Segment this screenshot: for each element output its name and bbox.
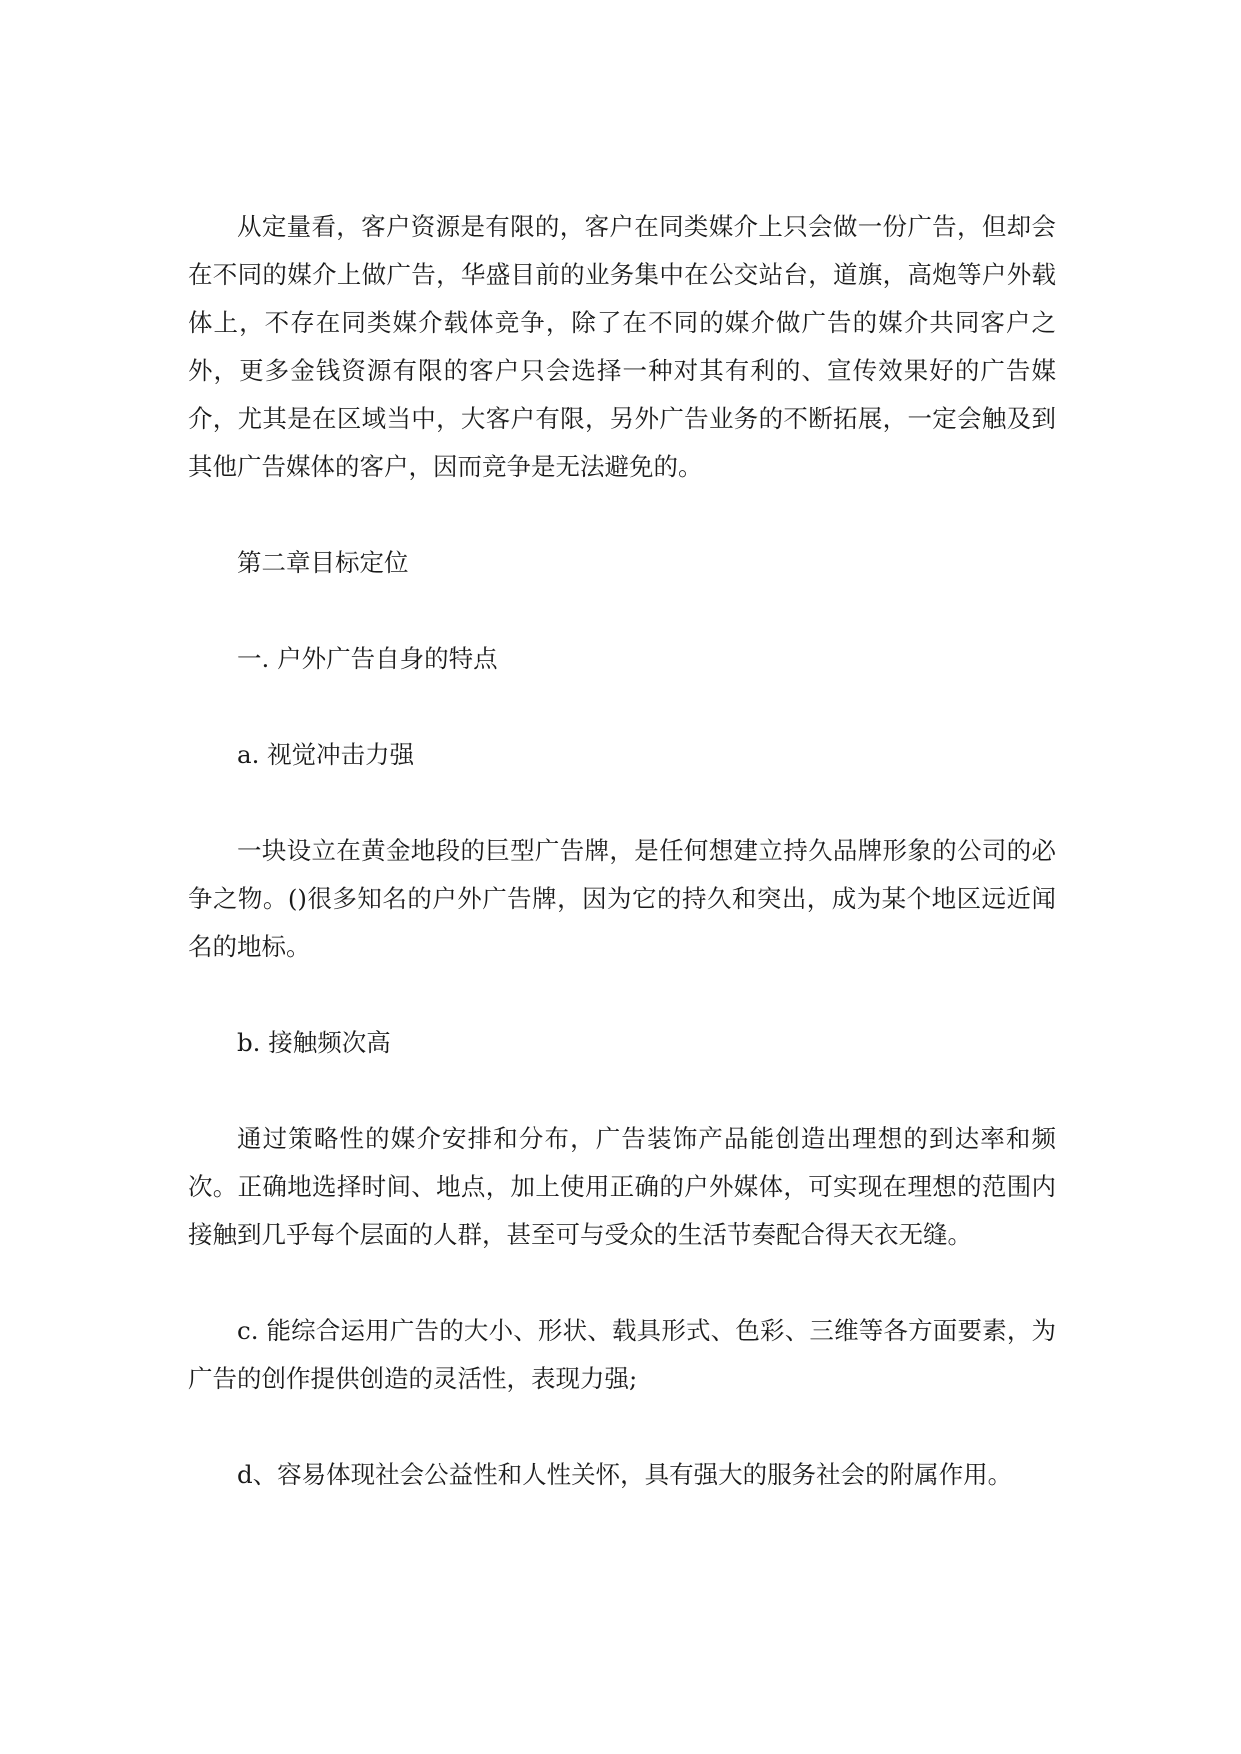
paragraph-frequency: 通过策略性的媒介安排和分布，广告装饰产品能创造出理想的到达率和频次。正确地选择时间、地点，加上使用正确的户外媒体，可实现在理想的范围内接触到几乎每个层面的人群，甚至可与受众的生活节奏配合得天衣无缝。	[188, 1124, 1056, 1249]
section-heading: 一. 户外广告自身的特点	[237, 644, 498, 673]
paragraph-quantitative-analysis: 从定量看，客户资源是有限的，客户在同类媒介上只会做一份广告，但却会在不同的媒介上做广告，华盛目前的业务集中在公交站台，道旗，高炮等户外载体上，不存在同类媒介载体竞争，除了在不同的媒介做广告的媒介共同客户之外，更多金钱资源有限的客户只会选择一种对其有利的、宣传效果好的广告媒介，尤其是在区域当中，大客户有限，另外广告业务的不断拓展，一定会触及到其他广告媒体的客户，因而竞争是无法避免的。	[188, 212, 1056, 481]
paragraph-item-c: c. 能综合运用广告的大小、形状、载具形式、色彩、三维等各方面要素，为广告的创作提供创造的灵活性，表现力强;	[188, 1316, 1056, 1393]
chapter-heading: 第二章目标定位	[237, 548, 409, 577]
subsection-heading-a: a. 视觉冲击力强	[237, 740, 415, 769]
subsection-heading-b: b. 接触频次高	[237, 1028, 391, 1057]
paragraph-visual-impact: 一块设立在黄金地段的巨型广告牌，是任何想建立持久品牌形象的公司的必争之物。()很多知名的户外广告牌，因为它的持久和突出，成为某个地区远近闻名的地标。	[188, 836, 1056, 961]
paragraph-item-d: d、容易体现社会公益性和人性关怀，具有强大的服务社会的附属作用。	[237, 1460, 1013, 1489]
document-body	[188, 203, 1056, 1547]
